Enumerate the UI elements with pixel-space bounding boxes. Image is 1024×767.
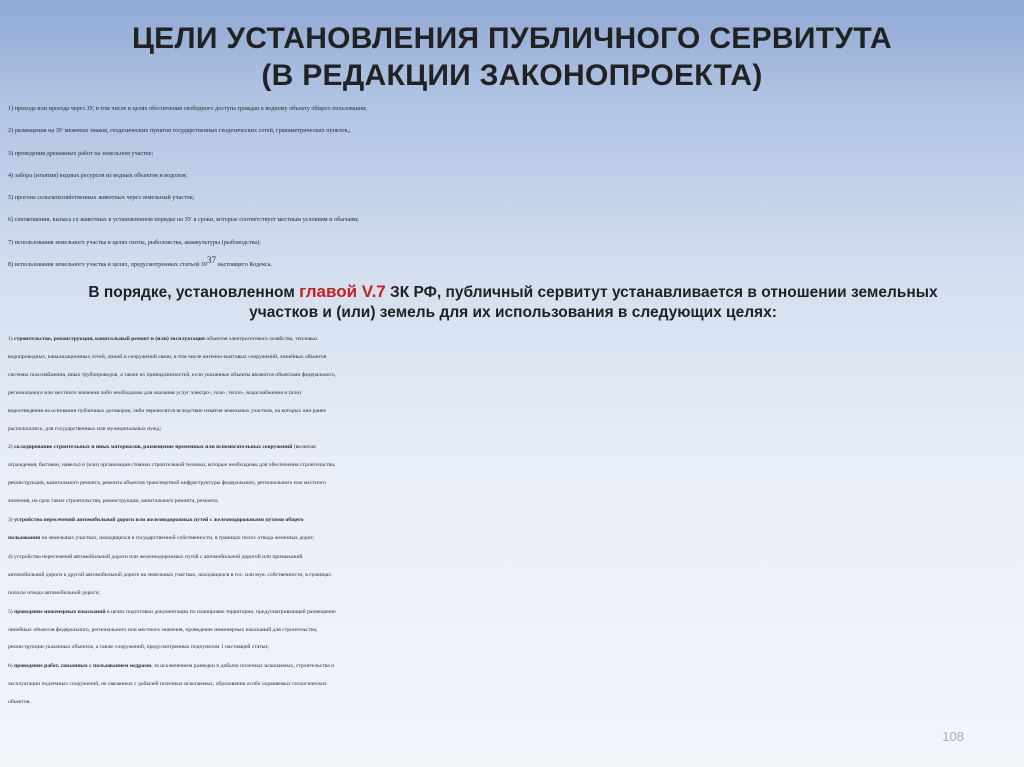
purpose-item-5 xyxy=(8,604,1018,658)
item-text: водопроводных, канализационных сетей, линий и сооружений связи, в том числе антенно-мачтовых сооружений, линейных объектов xyxy=(8,353,327,360)
purpose-item-1 xyxy=(8,331,1018,438)
slide-title xyxy=(0,20,1024,94)
intro-line-2: участков и (или) земель для их использования в следующих целях: xyxy=(249,304,777,321)
item-text: на земельных участках, находящихся в государственной собственности, в границах полос отвода железных дорог; xyxy=(40,534,315,541)
goals-list xyxy=(8,98,1018,276)
item-text: располагались, для государственных или муниципальных нужд; xyxy=(8,425,162,432)
item-bold-text: строительство, реконструкция, капитальный ремонт и (или) эксплуатация xyxy=(14,336,205,342)
purpose-item-2 xyxy=(8,439,1018,511)
title-line-1: ЦЕЛИ УСТАНОВЛЕНИЯ ПУБЛИЧНОГО СЕРВИТУТА xyxy=(131,22,893,55)
item-text: реконструкции указанных объектов, а также сооружений, предусмотренных подпунктом 1 настоящей статьи; xyxy=(8,644,269,651)
item-number: 3) xyxy=(8,517,15,524)
item-text: , за исключением разведки и добычи полезных ископаемых, строительства и xyxy=(151,663,335,670)
item-text: объектов. xyxy=(8,699,31,706)
item-text: полосы отвода автомобильной дороги; xyxy=(8,589,101,596)
page-number: 108 xyxy=(942,729,964,744)
goal-item xyxy=(8,254,1018,276)
goal-item: 5) прогона сельскохозяйственных животных через земельный участок; xyxy=(8,194,195,202)
intro-heading xyxy=(8,282,1018,323)
title-line-2: (В РЕДАКЦИИ ЗАКОНОПРОЕКТА) xyxy=(261,59,763,92)
purposes-list xyxy=(8,331,1018,713)
item-bold-text: устройство пересечений автомобильной дороги или железнодорожных путей с железнодорожными путями общего xyxy=(14,517,304,524)
goal-item: 4) забора (изъятия) водных ресурсов из водных объектов и водопоя; xyxy=(8,171,188,179)
goal-item: 3) проведения дренажных работ на земельном участке; xyxy=(8,149,154,157)
item-number: 2) xyxy=(8,444,15,451)
item-bold-text: проведение работ, связанных с пользованием недрами xyxy=(14,663,152,670)
item-text: (включая xyxy=(292,444,316,451)
goal-8-prefix: 8) использования земельного участка в целях, предусмотренных статьей 39 xyxy=(8,261,207,269)
goal-item: 6) сенокошения, выпаса сх животных в установленном порядке на ЗУ в сроки, которые соответствует местным условиям и обычаям; xyxy=(8,216,359,224)
item-text: 4) устройство пересечений автомобильной дороги или железнодорожных путей с автомобильной дорогой или примыканий xyxy=(8,553,303,560)
item-text: системы газоснабжения, иных трубопроводов, а также их принадлежностей, если указанные объекты являются объектами федерального, xyxy=(8,371,336,378)
goal-item: 7) использования земельного участка в целях охоты, рыболовства, аквакультуры (рыбоводства); xyxy=(8,238,261,246)
item-bold-text: складирование строительных и иных материалов, размещение временных или вспомогательных сооружений xyxy=(14,444,293,451)
goal-8-sup: 37 xyxy=(207,255,216,266)
item-text: регионального или местного значения либо необходимы для оказания услуг электро-, газо-, тепло-, водоснабжения и (или) xyxy=(8,389,302,396)
goal-item: 2) размещения на ЗУ межевых знаков, геодезических пунктов государственных геодезических сетей, гравиметрических пунктов,; xyxy=(8,127,351,135)
item-text: объектов электросетевого хозяйства, тепловых xyxy=(204,336,318,342)
item-text: в целях подготовки документации по планировке территории, предусматривающей размещение xyxy=(105,608,336,615)
item-text: значения, на срок таких строительства, реконструкции, капитального ремонта, ремонта; xyxy=(8,498,219,505)
purpose-item-6 xyxy=(8,658,1018,712)
intro-text: В порядке, установленном xyxy=(88,284,300,301)
chapter-reference: главой V.7 xyxy=(299,282,386,301)
item-text: линейных объектов федерального, регионального или местного значения, проведение инженерных изысканий для строительства, xyxy=(8,626,318,633)
item-number: 6) xyxy=(8,663,15,670)
item-text: автомобильной дороги к другой автомобильной дороге на земельных участках, находящихся в гос. или мун. собственности, в границах xyxy=(8,571,332,578)
item-text: эксплуатации подземных сооружений, не связанных с добычей полезных ископаемых, образования особо охраняемых геологических xyxy=(8,681,327,688)
item-text: реконструкции, капитального ремонта, ремонта объектов транспортной инфраструктуры федерального, регионального или местного xyxy=(8,480,326,487)
goal-item: 1) прохода или проезда через ЗУ, в том числе в целях обеспечения свободного доступа граждан к водному объекту общего пользования; xyxy=(8,105,367,112)
item-text: водоотведения на основании публичных договоров, либо переносятся вследствие изъятия земельных участков, на которых они ранее xyxy=(8,407,327,414)
intro-line-1 xyxy=(8,282,1018,303)
item-number: 1) xyxy=(8,336,15,342)
item-text: ограждения, бытовки, навесы) и (или) организация стоянки строительной техники, которые необходимы для обеспечения строительства, xyxy=(8,462,336,469)
item-number: 5) xyxy=(8,608,15,615)
intro-text: ЗК РФ, публичный сервитут устанавливается в отношении земельных xyxy=(385,284,938,301)
goal-8-suffix: настоящего Кодекса. xyxy=(216,261,272,269)
item-bold-text: пользования xyxy=(8,534,41,541)
purpose-item-3 xyxy=(8,512,1018,548)
item-bold-text: проведение инженерных изысканий xyxy=(14,608,106,615)
purpose-item-4 xyxy=(8,549,1018,603)
